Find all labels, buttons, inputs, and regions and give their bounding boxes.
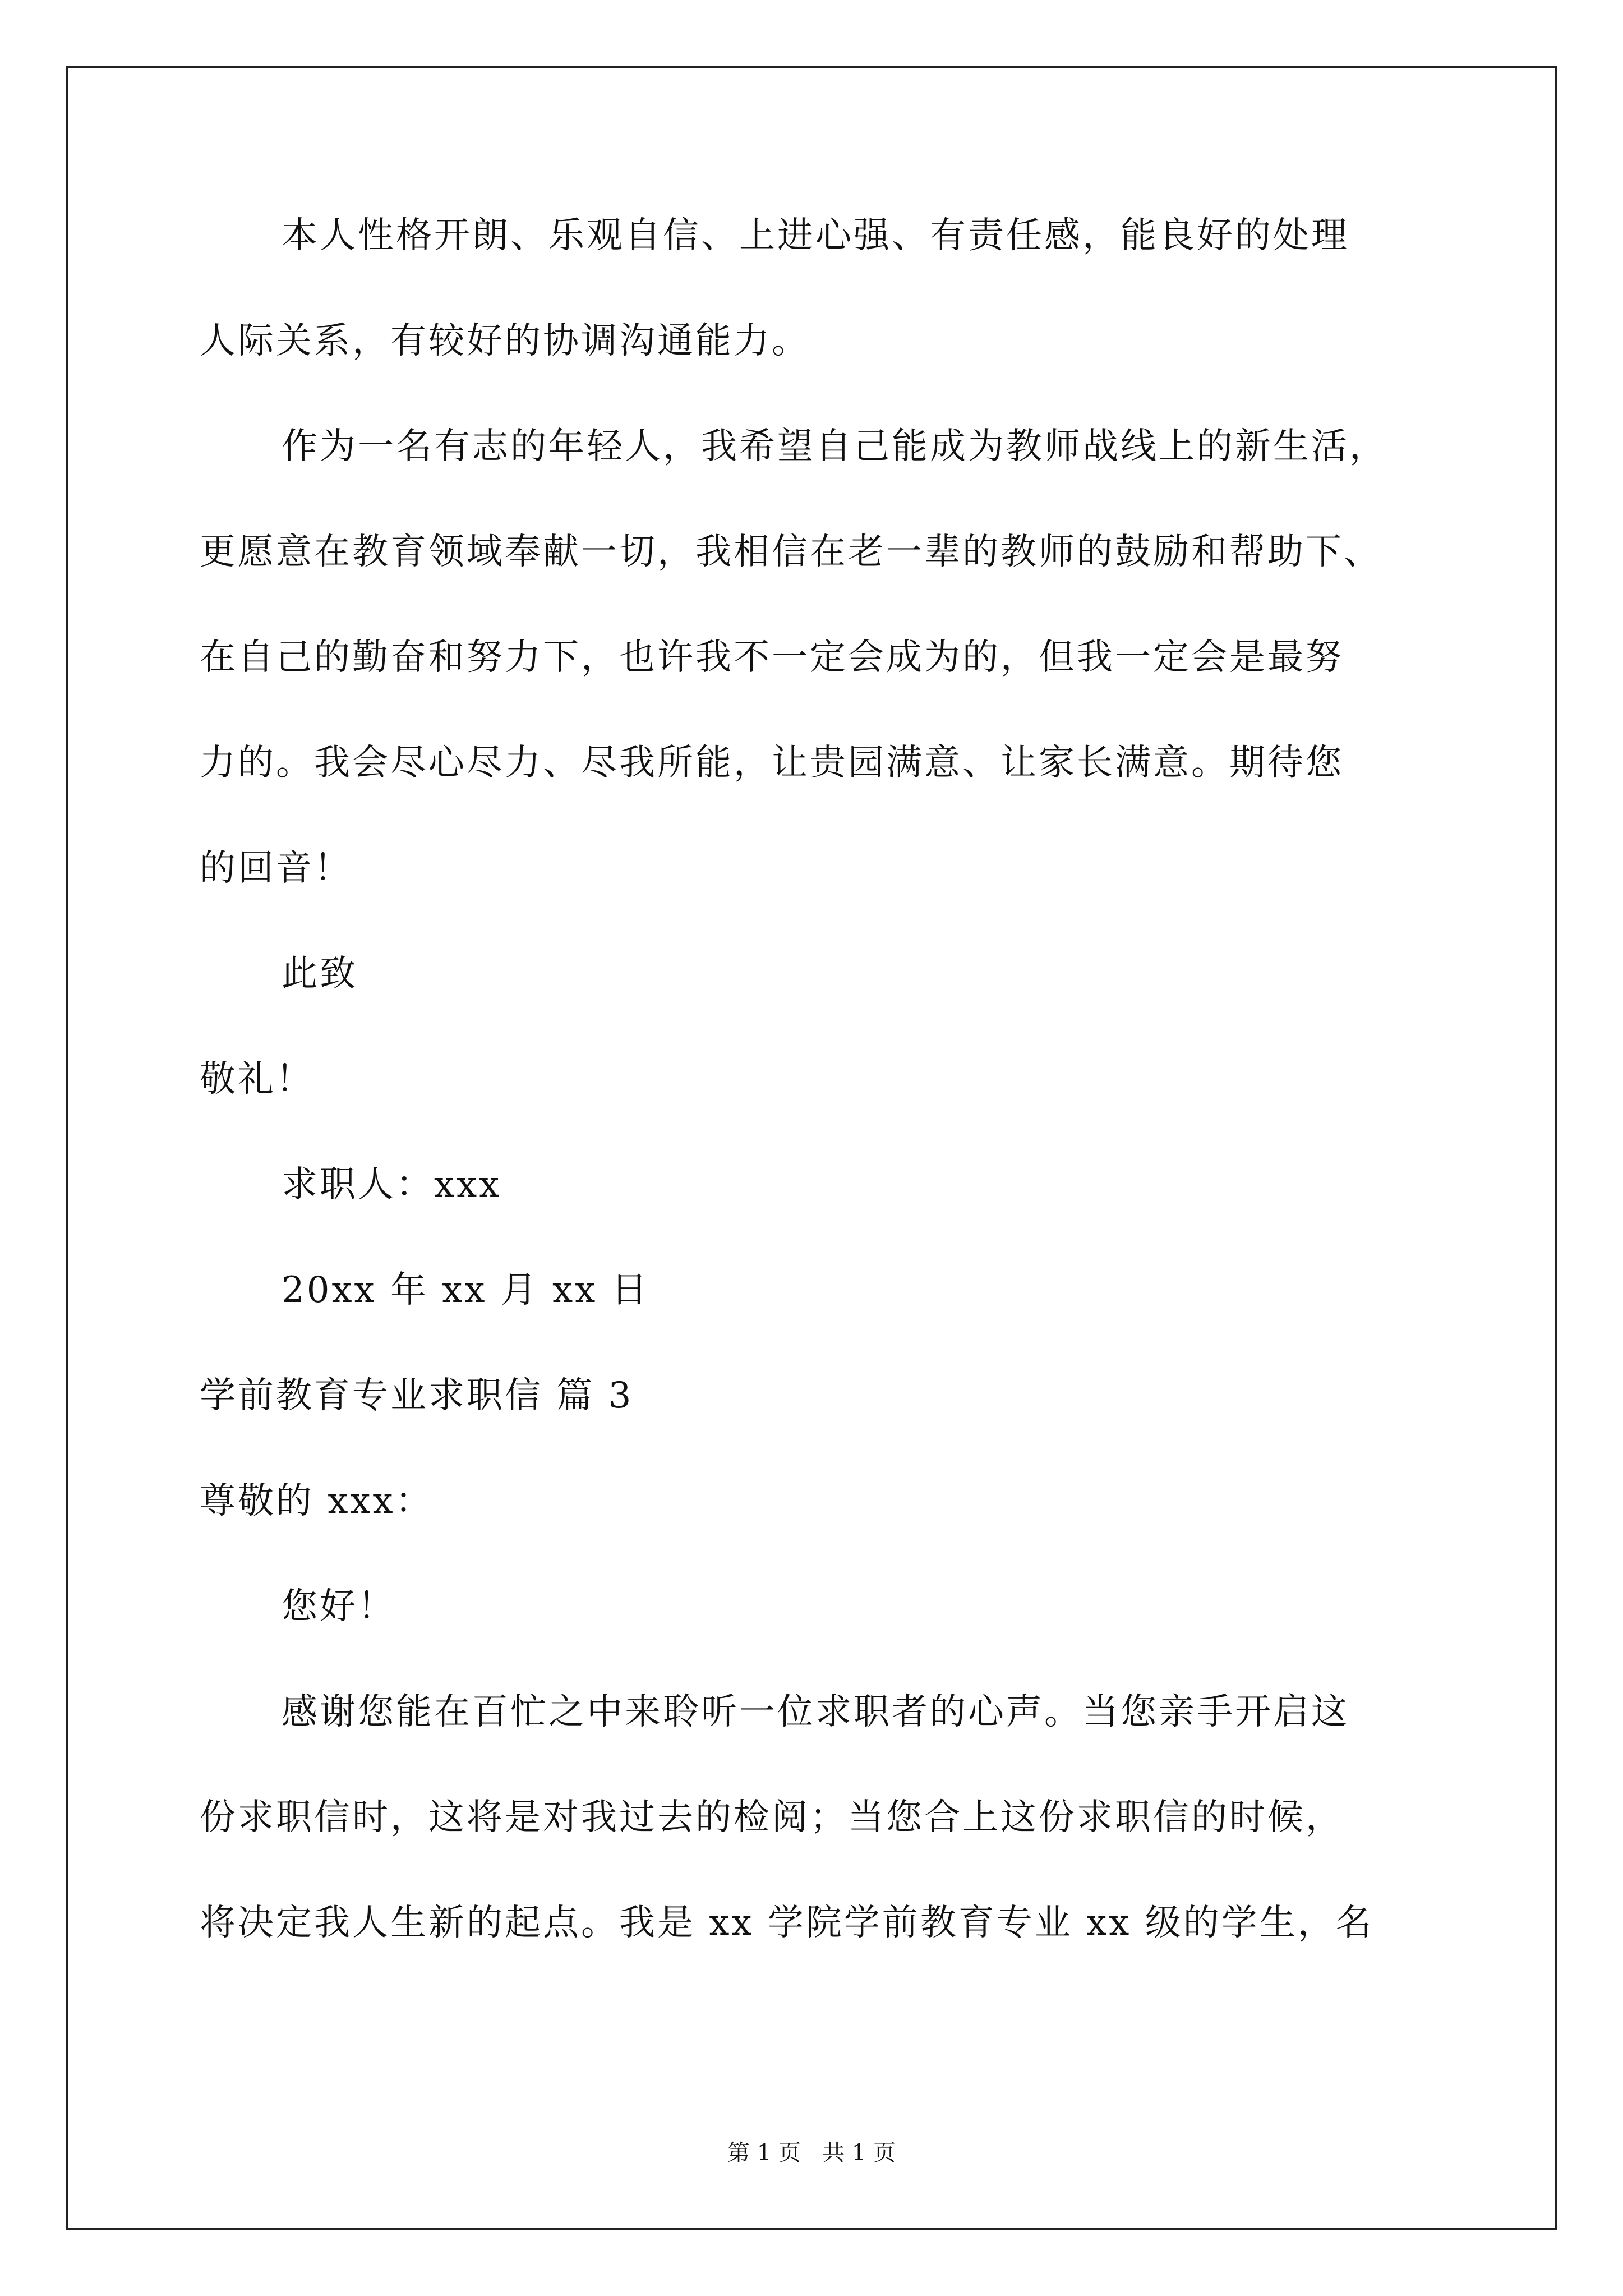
paragraph-line: 更愿意在教育领域奉献一切，我相信在老一辈的教师的鼓励和帮助下、 (200, 531, 1382, 573)
paragraph-line: 在自己的勤奋和努力下，也许我不一定会成为的，但我一定会是最努 (200, 637, 1344, 678)
page-number-footer: 第 1 页 共 1 页 (727, 2140, 896, 2166)
paragraph-line: 人际关系，有较好的协调沟通能力。 (200, 320, 810, 362)
paragraph-line: 力的。我会尽心尽力、尽我所能，让贵园满意、让家长满意。期待您 (200, 742, 1344, 784)
paragraph-line: 将决定我人生新的起点。我是 xx 学院学前教育专业 xx 级的学生，名 (200, 1902, 1374, 1944)
signature-line: 求职人：xxx (282, 1164, 502, 1205)
greeting-line: 尊敬的 xxx： (200, 1480, 434, 1522)
paragraph-line: 的回音！ (200, 848, 352, 889)
paragraph-line: 感谢您能在百忙之中来聆听一位求职者的心声。当您亲手开启这 (282, 1691, 1349, 1733)
paragraph-line: 作为一名有志的年轻人，我希望自己能成为教师战线上的新生活， (282, 426, 1387, 467)
paragraph-line: 本人性格开朗、乐观自信、上进心强、有责任感，能良好的处理 (282, 215, 1349, 256)
salutation-line: 敬礼！ (200, 1059, 314, 1100)
salutation-line: 此致 (282, 953, 358, 995)
date-line: 20xx 年 xx 月 xx 日 (282, 1269, 649, 1311)
greeting-line: 您好！ (282, 1586, 396, 1627)
paragraph-line: 份求职信时，这将是对我过去的检阅；当您合上这份求职信的时候， (200, 1797, 1344, 1838)
section-title: 学前教育专业求职信 篇 3 (200, 1375, 634, 1416)
